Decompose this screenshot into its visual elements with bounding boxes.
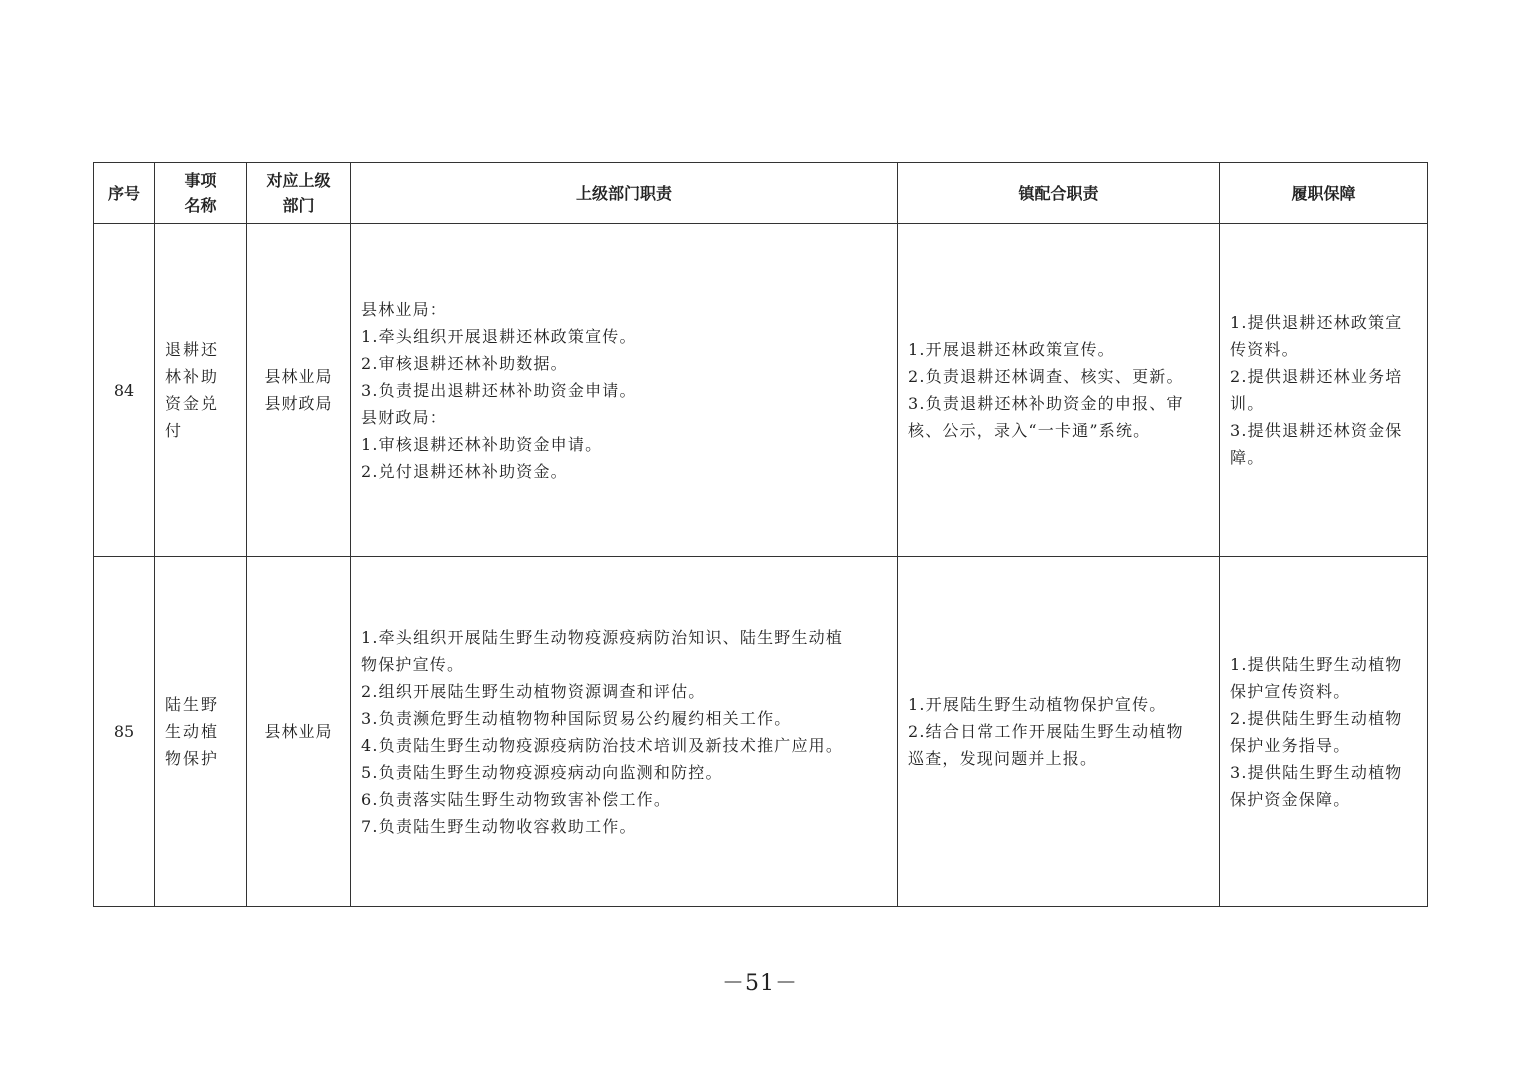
header-guarantee: 履职保障 — [1220, 163, 1428, 224]
header-dept: 对应上级 部门 — [247, 163, 351, 224]
row-dept: 县林业局 — [247, 557, 351, 907]
header-town-duty: 镇配合职责 — [898, 163, 1220, 224]
row-guarantee: 1.提供退耕还林政策宣 传资料。 2.提供退耕还林业务培 训。 3.提供退耕还林资金保 障。 — [1220, 224, 1428, 557]
table-row — [94, 557, 1428, 907]
row-dept: 县林业局 县财政局 — [247, 224, 351, 557]
row-item-name: 退耕还 林补助 资金兑 付 — [155, 224, 247, 557]
page-number: －51－ — [722, 971, 798, 996]
table-row — [94, 224, 1428, 557]
row-seq: 85 — [94, 557, 155, 907]
row-upper-duty: 县林业局： 1.牵头组织开展退耕还林政策宣传。 2.审核退耕还林补助数据。 3.负责提出退耕还林补助资金申请。 县财政局： 1.审核退耕还林补助资金申请。 2.兑付退耕还林补助资金。 — [351, 224, 898, 557]
header-name: 事项 名称 — [155, 163, 247, 224]
duties-table — [93, 162, 1428, 907]
row-town-duty: 1.开展陆生野生动植物保护宣传。 2.结合日常工作开展陆生野生动植物 巡查，发现问题并上报。 — [898, 557, 1220, 907]
table-header-row — [94, 163, 1428, 224]
header-seq: 序号 — [94, 163, 155, 224]
row-seq: 84 — [94, 224, 155, 557]
row-guarantee: 1.提供陆生野生动植物 保护宣传资料。 2.提供陆生野生动植物 保护业务指导。 3.提供陆生野生动植物 保护资金保障。 — [1220, 557, 1428, 907]
header-upper-duty: 上级部门职责 — [351, 163, 898, 224]
row-town-duty: 1.开展退耕还林政策宣传。 2.负责退耕还林调查、核实、更新。 3.负责退耕还林补助资金的申报、审 核、公示，录入“一卡通”系统。 — [898, 224, 1220, 557]
row-upper-duty: 1.牵头组织开展陆生野生动物疫源疫病防治知识、陆生野生动植 物保护宣传。 2.组织开展陆生野生动植物资源调查和评估。 3.负责濒危野生动植物物种国际贸易公约履约相关工作。 4.负责陆生野生动物疫源疫病防治技术培训及新技术推广应用。 5.负责陆生野生动物疫源疫病动向监测和防控。 6.负责落实陆生野生动物致害补偿工作。 7.负责陆生野生动物收容救助工作。 — [351, 557, 898, 907]
row-item-name: 陆生野 生动植 物保护 — [155, 557, 247, 907]
